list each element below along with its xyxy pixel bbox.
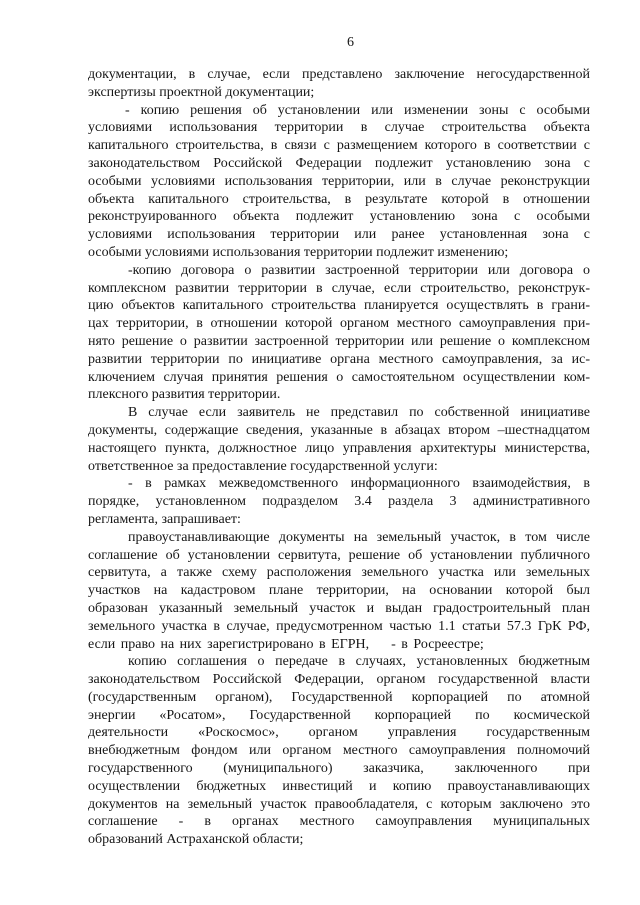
paragraph	[88, 653, 590, 849]
paragraph-line: участков на кадастровом плане территории, на основании которой был	[88, 583, 590, 599]
document-body	[88, 66, 590, 849]
paragraph-line: образован указанный земельный участок и выдан градостроительный план	[88, 600, 590, 616]
paragraph-line: особыми условиями использования территории подлежит изменению;	[88, 244, 509, 260]
paragraph-line: осуществлении бюджетных инвестиций и копию правоустанавливающих	[88, 778, 590, 794]
paragraph-line: соглашение - в органах местного самоуправления муниципальных	[88, 814, 590, 830]
paragraph	[88, 102, 590, 262]
paragraph-line: документы, содержащие сведения, указанные в абзацах втором –шестнадцатом	[88, 422, 590, 438]
paragraph-line: если право на них зарегистрировано в ЕГРН, - в Росреестре;	[88, 636, 484, 652]
paragraph-line: энергии «Росатом», Государственной корпорацией по космической	[88, 707, 590, 723]
paragraph-line: объекта капитального строительства, в результате которой в отношении	[88, 191, 590, 207]
paragraph-line: развитии территории по инициативе органа местного самоуправления, за ис-	[88, 351, 590, 367]
paragraph-line: комплексном развитии территории в случае, если строительство, реконструк-	[88, 280, 590, 296]
paragraph-line: деятельности «Роскосмос», органом управления государственным	[88, 725, 590, 741]
paragraph-line: условиями использования территории или ранее установленная зона с	[88, 227, 590, 243]
paragraph-line: В случае если заявитель не представил по собственной инициативе	[128, 405, 590, 421]
paragraph	[88, 404, 590, 475]
paragraph	[88, 262, 590, 404]
paragraph-line: земельного участка в случае, предусмотренном частью 1.1 статьи 57.3 ГрК РФ,	[88, 618, 590, 634]
paragraph-line: -копию договора о развитии застроенной территории или договора о	[128, 262, 590, 278]
paragraph-line: цах территории, в отношении которой органом местного самоуправления при-	[88, 316, 590, 332]
paragraph-line: условиями использования территории в случае строительства объекта	[88, 120, 590, 136]
paragraph-line: государственного (муниципального) заказчика, заключенного при	[88, 761, 590, 777]
paragraph-line: документов на земельный участок правообладателя, с которым заключено это	[88, 796, 590, 812]
paragraph-line: цию объектов капитального строительства планируется осуществлять в грани-	[88, 298, 590, 314]
paragraph-line: (государственным органом), Государственной корпорацией по атомной	[88, 689, 590, 705]
paragraph	[88, 66, 590, 102]
paragraph-line: настоящего пункта, должностное лицо управления архитектуры министерства,	[88, 440, 590, 456]
paragraph-line: нято решение о развитии застроенной территории или решение о комплексном	[88, 333, 590, 349]
paragraph-line: соглашение об установлении сервитута, решение об установлении публичного	[88, 547, 590, 563]
paragraph-line: ответственное за предоставление государственной услуги:	[88, 458, 438, 474]
paragraph-line: капитального строительства, в связи с размещением которого в соответствии с	[88, 138, 590, 154]
paragraph-line: особыми условиями использования территории, или в случае реконструкции	[88, 173, 590, 189]
paragraph-line: - в рамках межведомственного информационного взаимодействия, в	[128, 476, 590, 492]
paragraph-line: законодательством Российской Федерации, органом государственной власти	[88, 672, 590, 688]
paragraph	[88, 475, 590, 528]
paragraph-line: сервитута, а также схему расположения земельного участка или земельных	[88, 565, 590, 581]
paragraph	[88, 529, 590, 654]
paragraph-line: законодательством Российской Федерации подлежит установлению зона с	[88, 155, 590, 171]
paragraph-line: регламента, запрашивает:	[88, 511, 241, 527]
paragraph-line: документации, в случае, если представлено заключение негосударственной	[88, 67, 590, 82]
paragraph-line: плексного развития территории.	[88, 387, 281, 403]
paragraph-line: внебюджетным фондом или органом местного самоуправления полномочий	[88, 743, 590, 759]
paragraph-line: копию соглашения о передаче в случаях, установленных бюджетным	[128, 654, 590, 670]
paragraph-line: образований Астраханской области;	[88, 832, 304, 848]
paragraph-line: ключением случая принятия решения о самостоятельном осуществлении ком-	[88, 369, 590, 385]
paragraph-line: экспертизы проектной документации;	[88, 84, 315, 100]
paragraph-line: порядке, установленном подразделом 3.4 раздела 3 административного	[88, 494, 590, 510]
paragraph-line: правоустанавливающие документы на земельный участок, в том числе	[128, 529, 590, 545]
paragraph-line: реконструированного объекта подлежит установлению зона с особыми	[88, 209, 590, 225]
paragraph-line: - копию решения об установлении или изменении зоны с особыми	[125, 102, 590, 118]
page-number: 6	[347, 35, 354, 50]
